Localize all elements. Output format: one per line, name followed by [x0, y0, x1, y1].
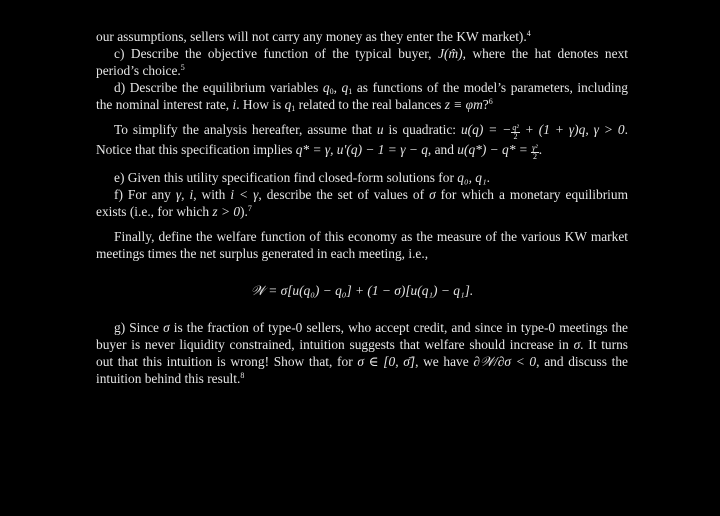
text: f) For any — [114, 187, 176, 202]
math: J(m̂) — [438, 46, 463, 61]
document-page — [96, 28, 628, 387]
text: , we have — [415, 354, 474, 369]
text: , — [333, 80, 342, 95]
paragraph-assumptions — [96, 28, 628, 45]
text: . — [538, 142, 543, 157]
item-e — [96, 169, 628, 186]
math: i < γ — [230, 187, 259, 202]
footnote-marker: 8 — [240, 371, 245, 380]
paragraph-welfare — [96, 228, 628, 262]
item-f — [96, 186, 628, 220]
fraction-denominator: 2 — [532, 152, 537, 161]
fraction — [511, 124, 519, 141]
math: i — [232, 97, 237, 112]
math: σ — [573, 337, 581, 352]
math: q — [284, 97, 292, 112]
item-c — [96, 45, 628, 79]
text: e) Given this utility specification find closed-form solutions for — [114, 170, 458, 185]
text: g) Since — [114, 320, 164, 335]
text: is quadratic: — [383, 122, 461, 137]
fraction — [531, 144, 539, 161]
text: , where the hat denotes next period’s choice. — [96, 46, 628, 78]
math: z ≡ φm — [444, 97, 483, 112]
math: σ — [429, 187, 436, 202]
text: . — [486, 170, 491, 185]
text: , and discuss the intuition behind this result. — [96, 354, 628, 386]
text: , with — [193, 187, 231, 202]
text: c) Describe the objective function of the typical buyer, — [114, 46, 439, 61]
math: σ ∈ [0, σ̄] — [357, 354, 416, 369]
math: γ, i — [175, 187, 194, 202]
text: . Notice that this specification implies — [96, 122, 628, 157]
math: u — [376, 122, 384, 137]
text: , and — [427, 142, 458, 157]
math: u(q*) − q* = — [457, 142, 532, 157]
text: ? — [482, 97, 489, 112]
fraction-numerator: γ² — [532, 143, 538, 152]
math: σ — [163, 320, 170, 335]
math: q* = γ, u′(q) − 1 = γ − q — [295, 142, 428, 157]
text: as functions of the model’s parameters, including the nominal interest rate, — [96, 80, 628, 112]
paragraph-quadratic — [96, 121, 628, 161]
subscript: 0 — [329, 87, 334, 96]
item-d — [96, 79, 628, 113]
math: u(q) = − — [460, 122, 512, 137]
welfare-equation: 𝒲 = σ[u(q₀) − q₀] + (1 − σ)[u(q₁) − q₁]. — [250, 283, 474, 298]
fraction-denominator: 2 — [513, 132, 518, 141]
math: z > 0 — [212, 204, 241, 219]
math: ∂𝒲/∂σ < 0 — [473, 354, 537, 369]
math: q — [341, 80, 349, 95]
text: is the fraction of type-0 sellers, who accept credit, and since in type-0 meetings the buyer is never liquidity constrained, intuition suggests that welfare should increase in — [96, 320, 628, 352]
text: ). — [240, 204, 248, 219]
subscript: 1 — [291, 104, 296, 113]
math: q₀, q₁ — [457, 170, 487, 185]
math: γ > 0 — [593, 122, 625, 137]
text: . It turns out that this intuition is wrong! Show that, for — [96, 337, 628, 369]
text: our assumptions, sellers will not carry any money as they enter the KW market). — [96, 29, 527, 44]
text: Finally, define the welfare function of this economy as the measure of the various KW market meetings times the net surplus generated in each meeting, i.e., — [96, 229, 628, 261]
subscript: 1 — [348, 87, 353, 96]
footnote-marker: 4 — [526, 29, 531, 38]
text: . How is — [236, 97, 285, 112]
footnote-marker: 7 — [247, 204, 252, 213]
footnote-marker: 5 — [180, 63, 185, 72]
text: , describe the set of values of — [258, 187, 430, 202]
text: To simplify the analysis hereafter, assume that — [114, 122, 377, 137]
math: q — [322, 80, 330, 95]
text: related to the real balances — [295, 97, 445, 112]
footnote-marker: 6 — [488, 97, 493, 106]
math: + (1 + γ)q, — [519, 122, 589, 137]
text: for which a monetary equilibrium exists (i.e., for which — [96, 187, 628, 219]
text: d) Describe the equilibrium variables — [114, 80, 323, 95]
fraction-numerator: q² — [512, 123, 519, 132]
item-g — [96, 319, 628, 387]
